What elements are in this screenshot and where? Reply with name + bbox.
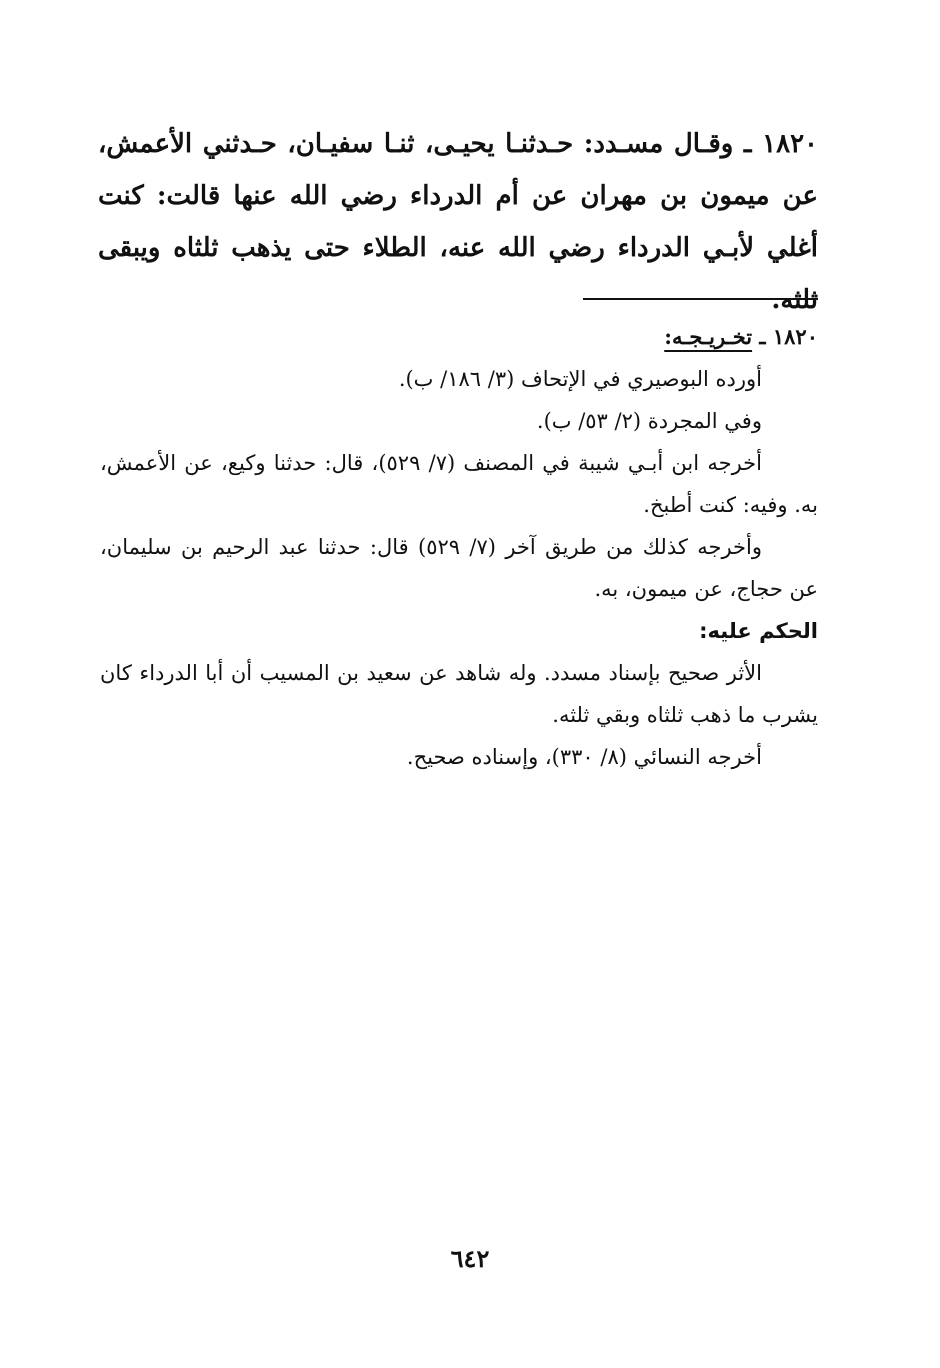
ruling-heading: الحكم عليه: — [699, 619, 818, 643]
hadith-number: ١٨٢٠ ـ — [743, 129, 818, 159]
page-number: ٦٤٢ — [450, 1244, 490, 1273]
footnote-line: وفي المجردة (٢/ ٥٣/ ب). — [536, 409, 762, 433]
footnotes-section — [100, 316, 818, 778]
footnote-divider — [583, 298, 818, 300]
footnote-line: وأخرجه كذلك من طريق آخر (٧/ ٥٢٩) قال: حدثنا عبد الرحيم بن سليمان، عن حجاج، عن ميمون، به. — [100, 535, 818, 601]
hadith-paragraph — [98, 118, 818, 326]
footnote-line: أورده البوصيري في الإتحاف (٣/ ١٨٦/ ب). — [398, 367, 762, 391]
hadith-body: وقـال مسـدد: حـدثنـا يحيـى، ثنـا سفيـان، حـدثني الأعمش، عن ميمون بن مهران عن أم الدرداء رضي الله عنها قالت: كنت أغلي لأبـي الدرداء رضي الله عنه، الطلاء حتى يذهب ثلثاه ويبقى ثلثه. — [98, 129, 818, 315]
footnote-line: أخرجه ابن أبـي شيبة في المصنف (٧/ ٥٢٩)، قال: حدثنا وكيع، عن الأعمش، به. وفيه: كنت أطبخ. — [100, 451, 818, 517]
ruling-line: الأثر صحيح بإسناد مسدد. وله شاهد عن سعيد بن المسيب أن أبا الدرداء كان يشرب ما ذهب ثلثاه وبقي ثلثه. — [100, 661, 818, 727]
main-hadith-text — [98, 118, 818, 326]
takhrij-label: تخـريـجـه: — [664, 324, 753, 349]
takhrij-heading — [100, 316, 818, 358]
ruling-line: أخرجه النسائي (٨/ ٣٣٠)، وإسناده صحيح. — [406, 745, 762, 769]
takhrij-number: ١٨٢٠ ـ — [759, 324, 818, 349]
